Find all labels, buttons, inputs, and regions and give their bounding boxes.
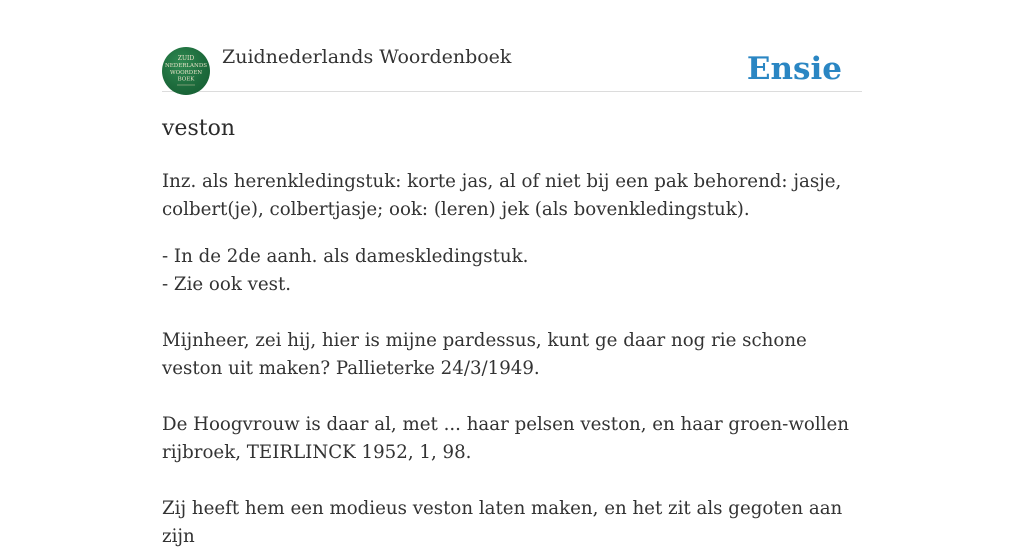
entry-headword: veston	[162, 116, 235, 141]
entry-content	[162, 168, 872, 551]
entry-note: - Zie ook vest.	[162, 274, 292, 295]
svg-text:WOORDEN: WOORDEN	[169, 70, 203, 76]
ensie-brand-logo[interactable]: Ensie	[746, 51, 842, 87]
source-title[interactable]: Zuidnederlands Woordenboek	[222, 46, 512, 68]
svg-text:NEDERLANDS: NEDERLANDS	[164, 63, 208, 69]
svg-text:ZUID: ZUID	[177, 55, 195, 62]
entry-example: De Hoogvrouw is daar al, met ... haar pelsen veston, en haar groen-wollen rijbroek, TEIRLINCK 1952, 1, 98.	[162, 414, 849, 463]
svg-text:BOEK: BOEK	[177, 76, 195, 83]
entry-example: Zij heeft hem een modieus veston laten maken, en het zit als gegoten aan zijn	[162, 498, 843, 547]
dictionary-logo[interactable]	[162, 47, 210, 95]
entry-definition: Inz. als herenkledingstuk: korte jas, al of niet bij een pak behorend: jasje, colbert(je), colbertjasje; ook: (leren) jek (als bovenkledingstuk).	[162, 171, 842, 220]
site-header	[162, 46, 862, 92]
entry-example: Mijnheer, zei hij, hier is mijne pardessus, kunt ge daar nog rie schone veston uit maken? Pallieterke 24/3/1949.	[162, 330, 807, 379]
logo-emblem-icon	[162, 47, 210, 95]
entry-note: - In de 2de aanh. als dameskledingstuk.	[162, 246, 529, 267]
